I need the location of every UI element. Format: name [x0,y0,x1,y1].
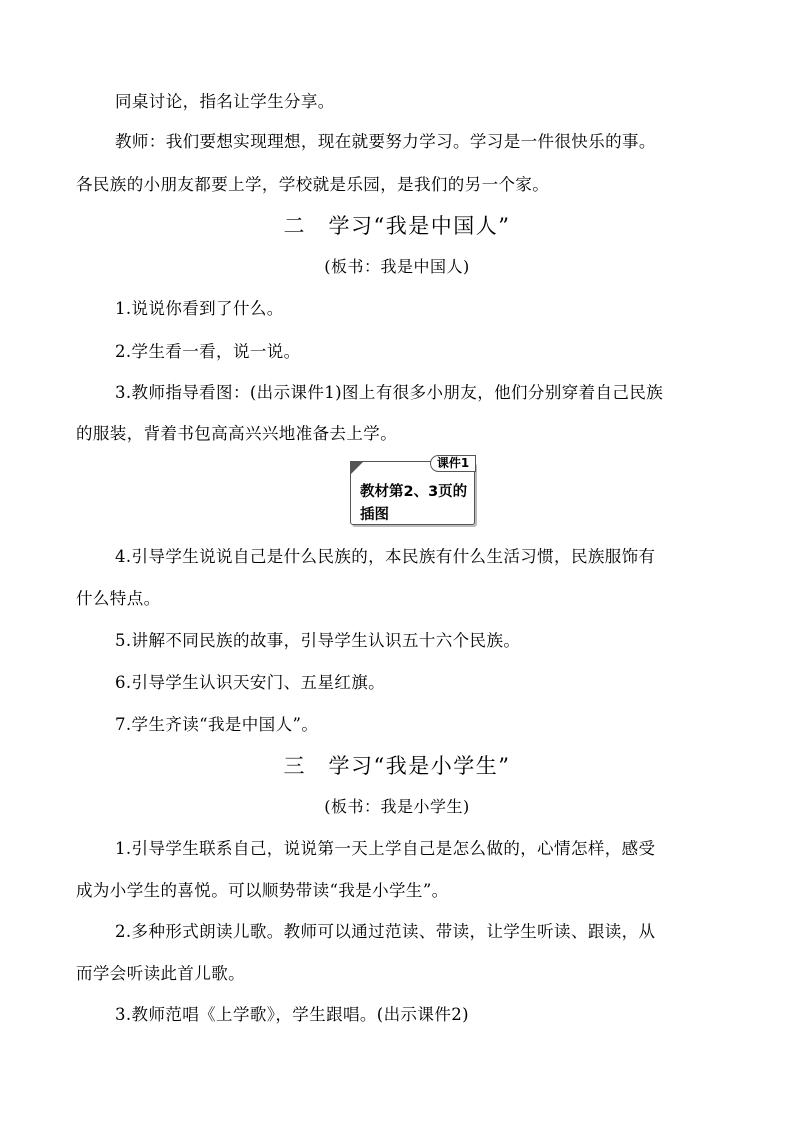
courseware-caption: 教材第2、3页的插图 [360,484,468,523]
list-item: 2.多种形式朗读儿歌。教师可以通过范读、带读，让学生听读、跟读，从 [115,922,656,941]
list-item: 1.引导学生联系自己，说说第一天上学自己是怎么做的，心情怎样，感受 [115,839,656,858]
section-heading-3: 三 学习“我是小学生” [283,754,511,778]
list-item: 1.说说你看到了什么。 [115,299,284,318]
courseware-tab-label: 课件1 [430,455,476,472]
paragraph-line: 什么特点。 [76,589,161,608]
list-item: 3.教师范唱《上学歌》，学生跟唱。(出示课件2) [115,1005,469,1024]
list-item: 3.教师指导看图：(出示课件1)图上有很多小朋友，他们分别穿着自己民族 [115,383,664,402]
paragraph-line: 同桌讨论，指名让学生分享。 [115,92,335,111]
paragraph-line: 成为小学生的喜悦。可以顺势带读“我是小学生”。 [76,881,449,900]
list-item: 5.讲解不同民族的故事，引导学生认识五十六个民族。 [115,631,521,650]
paragraph-line: 教师：我们要想实现理想，现在就要努力学习。学习是一件很快乐的事。 [115,132,656,151]
board-note-2: (板书：我是中国人) [324,257,470,276]
list-item: 2.学生看一看，说一说。 [115,342,301,361]
paragraph-line: 各民族的小朋友都要上学，学校就是乐园，是我们的另一个家。 [76,175,550,194]
list-item: 7.学生齐读“我是中国人”。 [115,715,319,734]
list-item: 4.引导学生说说自己是什么民族的，本民族有什么生活习惯，民族服饰有 [115,547,656,566]
paragraph-line: 的服装，背着书包高高兴兴地准备去上学。 [76,424,398,443]
section-heading-2: 二 学习“我是中国人” [283,214,511,238]
list-item: 6.引导学生认识天安门、五星红旗。 [115,673,386,692]
courseware-card [350,455,477,527]
courseware-corner-mark [350,461,364,475]
board-note-3: (板书：我是小学生) [324,797,470,816]
paragraph-line: 而学会听读此首儿歌。 [76,964,245,983]
